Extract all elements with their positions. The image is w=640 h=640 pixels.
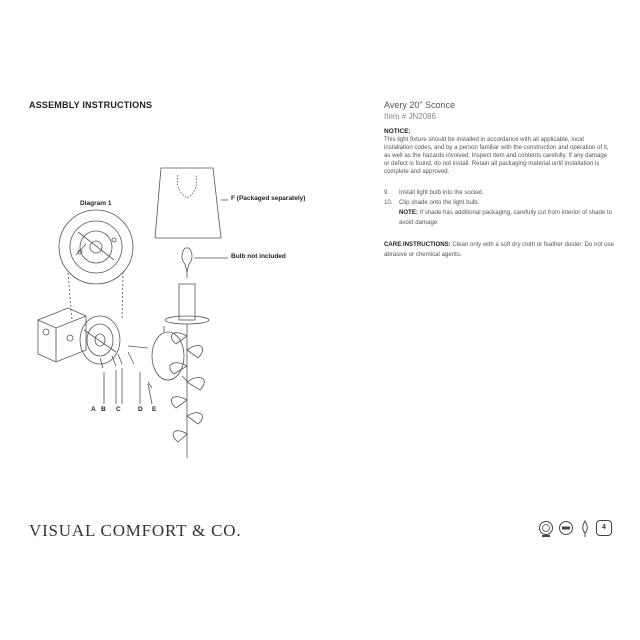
damp-location-icon [558, 520, 574, 536]
page-heading: ASSEMBLY INSTRUCTIONS [29, 100, 153, 110]
bulb-icon [580, 520, 590, 538]
part-letter: A [91, 406, 96, 413]
shade-label: F (Packaged separately) [231, 195, 306, 202]
step-text: Install light bulb into the socket. [399, 189, 484, 196]
part-letter: B [101, 406, 106, 413]
product-title: Avery 20" Sconce [384, 100, 456, 110]
care-label: CARE INSTRUCTIONS: [384, 241, 451, 248]
diagram-title: Diagram 1 [80, 200, 112, 207]
step-note-text: If shade has additional packaging, carefully cut from interior of shade to avoid damage. [399, 209, 613, 226]
step-note [384, 208, 614, 228]
assembly-illustration [28, 160, 348, 470]
step-item [384, 188, 614, 198]
step-number: 10. [384, 199, 393, 206]
part-letter: E [152, 406, 157, 413]
step-list [384, 188, 614, 228]
notice-heading: NOTICE: [384, 128, 411, 135]
step-note-label: NOTE: [399, 209, 418, 216]
care-text: Clean only with a soft dry cloth or feather duster. Do not use abrasive or chemical agents. [384, 241, 614, 258]
instructions-column [384, 100, 614, 260]
step-number: 9. [384, 189, 390, 196]
part-letter: D [138, 406, 143, 413]
step-text: Clip shade onto the light bulb. [399, 199, 480, 206]
page-number: 4 [602, 524, 606, 531]
notice-text: This light fixture should be installed in accordance with all applicable, local installation codes, and by a person familiar with the construction and operation of it, as well as the hazards involved. Inspect item and contents carefully. If any damage or defect is found, do not install. Retain all packaging material until installation is complete and approved. [384, 136, 609, 175]
care-instructions [384, 240, 614, 260]
step-item [384, 198, 614, 208]
product-item-number: Item # JN2086 [384, 112, 437, 121]
brand-logo: VISUAL COMFORT & CO. [29, 521, 242, 540]
canopy [152, 332, 184, 380]
page-badge-icon [596, 520, 612, 536]
light-bulb [182, 248, 192, 272]
bulb-label: Bulb not included [231, 253, 286, 260]
part-letter: C [116, 406, 121, 413]
lamp-shade [155, 168, 221, 238]
certification-mark-icon [538, 520, 554, 538]
